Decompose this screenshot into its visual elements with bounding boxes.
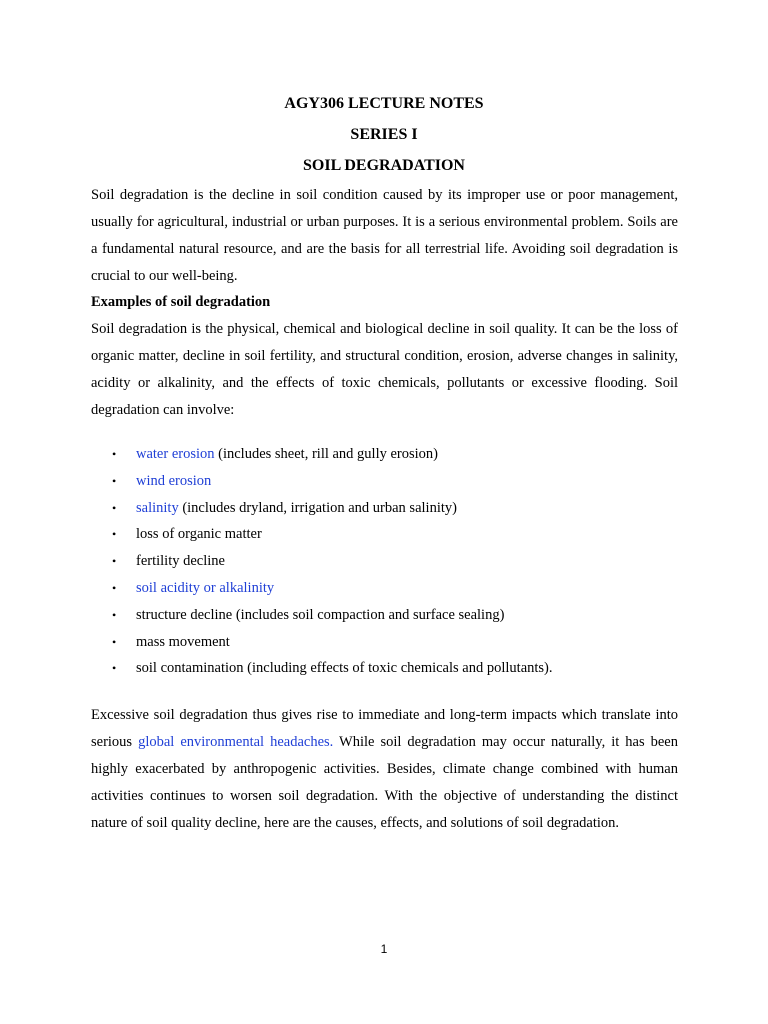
bullet-icon: • [112,661,117,676]
list-item-link[interactable]: soil acidity or alkalinity [136,579,275,596]
bullet-icon: • [112,634,117,649]
page-number: 1 [380,942,388,956]
bullet-icon: • [112,580,117,595]
topic-title: SOIL DEGRADATION [303,157,465,174]
list-item [112,602,553,629]
list-item-link[interactable]: wind erosion [136,472,212,489]
bullet-icon: • [112,527,117,542]
list-item [112,629,553,656]
list-item-text: (includes dryland, irrigation and urban salinity) [178,499,457,516]
list-item-text: (includes sheet, rill and gully erosion) [214,446,439,462]
intro-paragraph: Soil degradation is the decline in soil condition caused by its improper use or poor management, usually for agricultural, industrial or urban purposes. It is a serious environmental problem. Soils are a fundamental natural resource, and are the basis for all terrestrial life. Avoiding soil degradation is crucial to our well-being. [91,187,678,284]
bullet-icon: • [112,473,117,488]
degradation-list [112,441,553,682]
list-item [112,655,553,682]
list-item-text: loss of organic matter [136,526,262,543]
list-item-text: structure decline (includes soil compaction and surface sealing) [136,606,505,623]
list-item-text: mass movement [136,633,230,650]
list-item [112,575,553,602]
list-item [112,521,553,548]
list-item-link[interactable]: water erosion [136,446,215,462]
closing-text-end: While soil degradation may occur naturally, it has been highly exacerbated by anthropogenic activities. Besides, climate change combined with human activities continues to worsen soil degradation. With the objective of understanding the distinct nature of soil quality decline, here are the causes, effects, and solutions of soil degradation. [91,734,678,831]
bullet-icon: • [112,554,117,569]
series-title: SERIES I [350,126,418,143]
list-item-text: fertility decline [136,553,225,570]
bullet-icon: • [112,607,117,622]
list-item-link[interactable]: salinity [136,499,179,516]
bullet-icon: • [112,500,117,515]
closing-text-start: Excessive soil degradation thus gives rise to immediate and long-term impacts which translate into serious [91,707,678,750]
global-environmental-headaches-link[interactable]: global environmental headaches. [138,734,334,750]
list-item [112,495,553,522]
list-item [112,548,553,575]
examples-paragraph: Soil degradation is the physical, chemical and biological decline in soil quality. It can be the loss of organic matter, decline in soil fertility, and structural condition, erosion, adverse changes in salinity, acidity or alkalinity, and the effects of toxic chemicals, pollutants or excessive flooding. Soil degradation can involve: [91,321,678,418]
examples-heading: Examples of soil degradation [91,294,271,310]
list-item [112,468,553,495]
list-item [112,441,553,468]
list-item-text: soil contamination (including effects of toxic chemicals and pollutants). [136,660,553,677]
closing-paragraph [91,702,678,837]
bullet-icon: • [112,447,117,461]
title-block [0,92,768,185]
course-title: AGY306 LECTURE NOTES [284,95,484,112]
